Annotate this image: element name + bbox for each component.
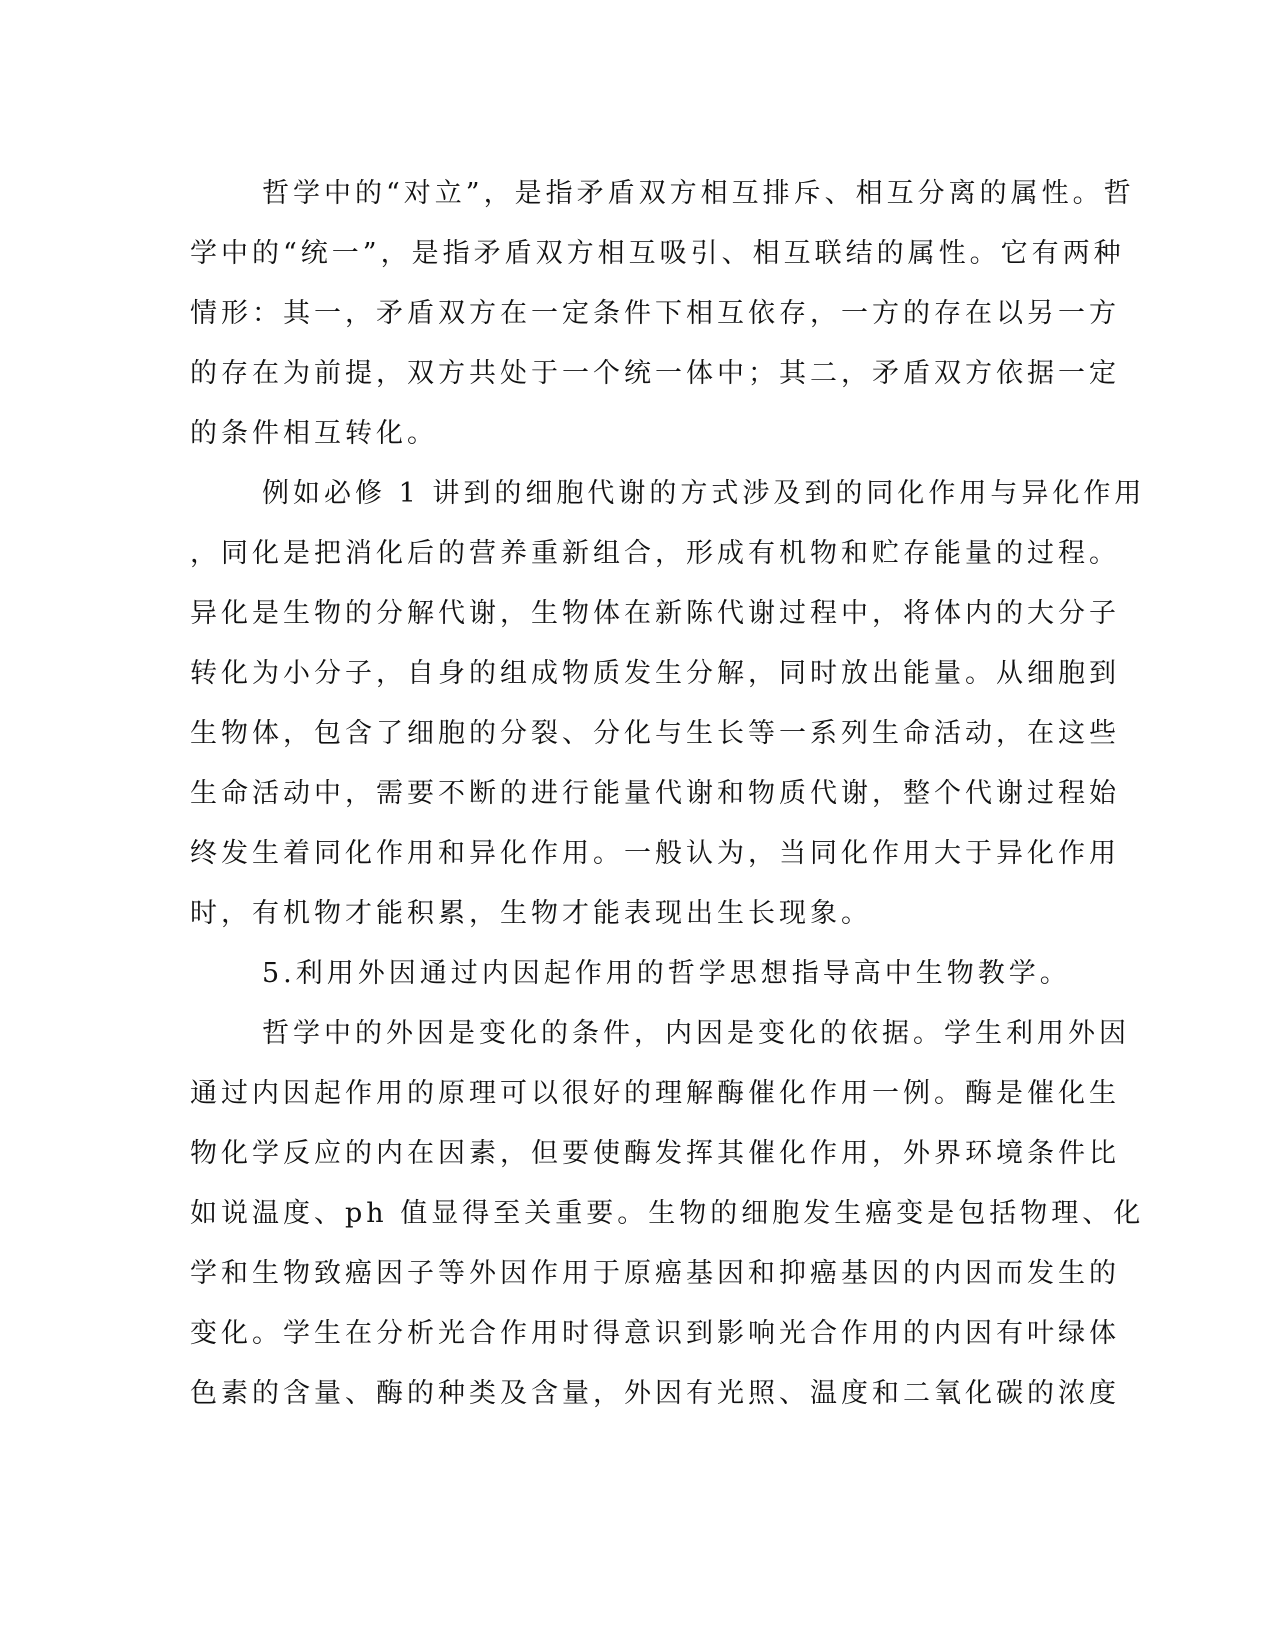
paragraph-line: 哲学中的外因是变化的条件，内因是变化的依据。学生利用外因 <box>262 1018 1130 1049</box>
paragraph-line: 异化是生物的分解代谢，生物体在新陈代谢过程中，将体内的大分子 <box>190 598 1120 629</box>
paragraph-line: 时，有机物才能积累，生物才能表现出生长现象。 <box>190 898 872 929</box>
paragraph-line: 情形：其一，矛盾双方在一定条件下相互依存，一方的存在以另一方 <box>190 298 1120 329</box>
paragraph-line: 的存在为前提，双方共处于一个统一体中；其二，矛盾双方依据一定 <box>190 358 1120 389</box>
paragraph-line: 物化学反应的内在因素，但要使酶发挥其催化作用，外界环境条件比 <box>190 1138 1120 1169</box>
paragraph-line: 色素的含量、酶的种类及含量，外因有光照、温度和二氧化碳的浓度 <box>190 1378 1120 1409</box>
paragraph-line: 如说温度、ph 值显得至关重要。生物的细胞发生癌变是包括物理、化 <box>190 1198 1145 1229</box>
paragraph-line: ，同化是把消化后的营养重新组合，形成有机物和贮存能量的过程。 <box>190 538 1120 569</box>
paragraph-line: 学中的“统一”，是指矛盾双方相互吸引、相互联结的属性。它有两种 <box>190 238 1125 269</box>
paragraph-line: 转化为小分子，自身的组成物质发生分解，同时放出能量。从细胞到 <box>190 658 1120 689</box>
paragraph-line: 哲学中的“对立”，是指矛盾双方相互排斥、相互分离的属性。哲 <box>262 178 1135 209</box>
paragraph-line: 生物体，包含了细胞的分裂、分化与生长等一系列生命活动，在这些 <box>190 718 1120 749</box>
paragraph-line: 通过内因起作用的原理可以很好的理解酶催化作用一例。酶是催化生 <box>190 1078 1120 1109</box>
paragraph-line: 变化。学生在分析光合作用时得意识到影响光合作用的内因有叶绿体 <box>190 1318 1120 1349</box>
section-heading: 5.利用外因通过内因起作用的哲学思想指导高中生物教学。 <box>262 958 1071 989</box>
paragraph-line: 学和生物致癌因子等外因作用于原癌基因和抑癌基因的内因而发生的 <box>190 1258 1120 1289</box>
paragraph-line: 例如必修 1 讲到的细胞代谢的方式涉及到的同化作用与异化作用 <box>262 478 1146 509</box>
paragraph-line: 生命活动中，需要不断的进行能量代谢和物质代谢，整个代谢过程始 <box>190 778 1120 809</box>
document-body <box>190 164 1146 1424</box>
paragraph-line: 终发生着同化作用和异化作用。一般认为，当同化作用大于异化作用 <box>190 838 1120 869</box>
paragraph-line: 的条件相互转化。 <box>190 418 438 449</box>
